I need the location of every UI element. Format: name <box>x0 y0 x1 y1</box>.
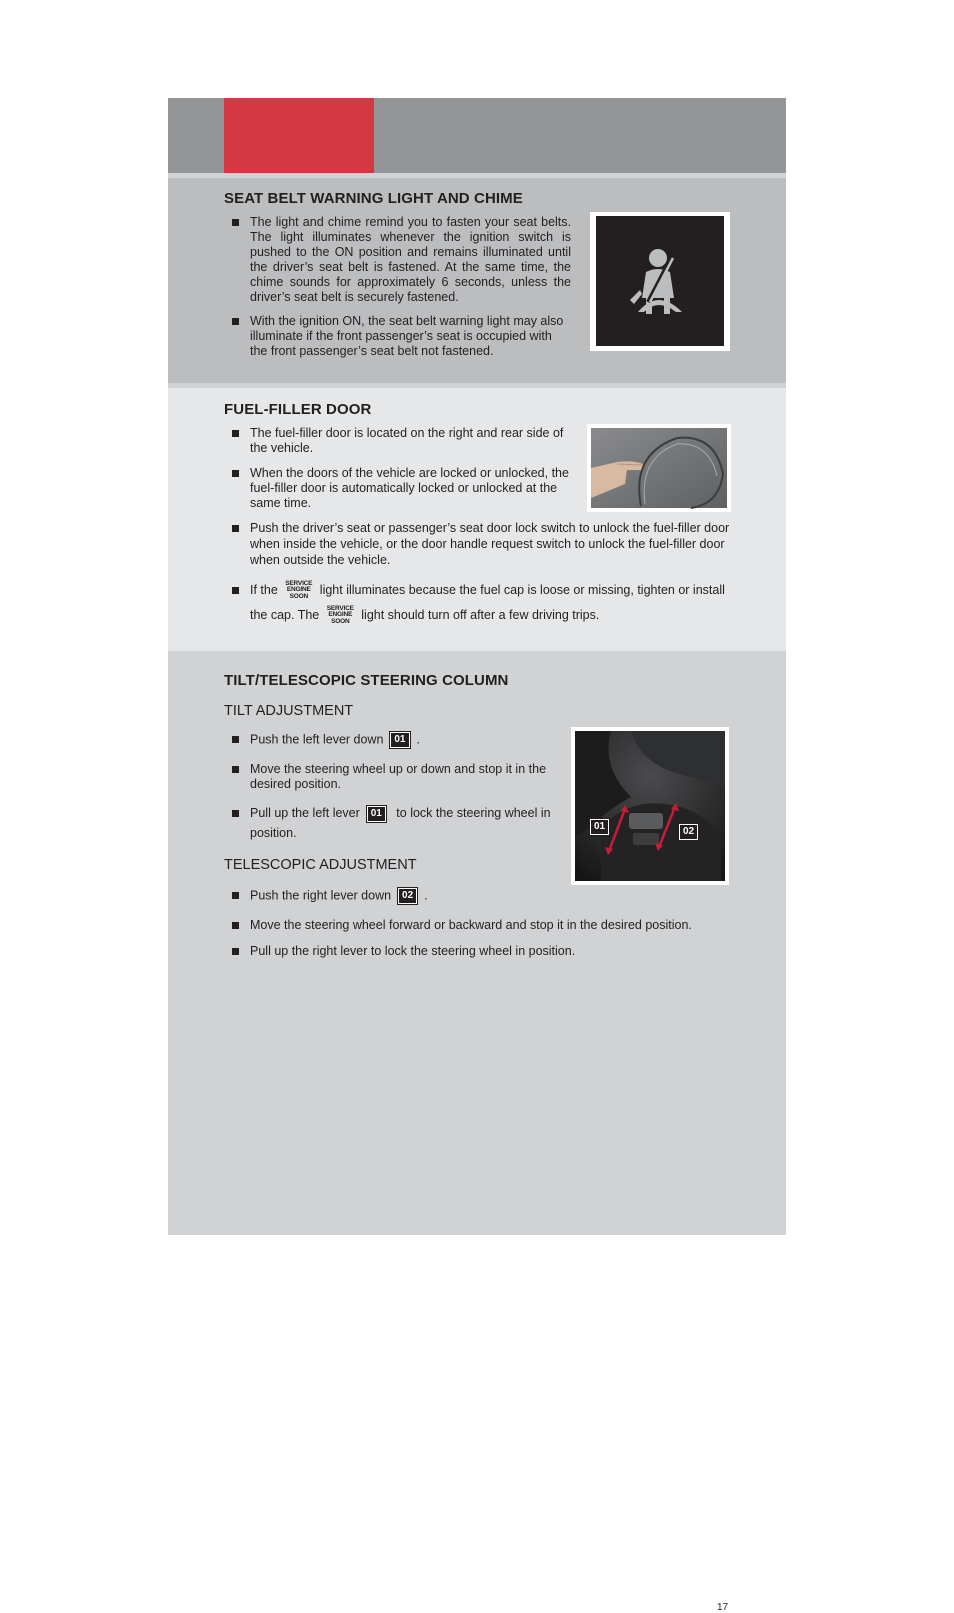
fuel-door-bullet-1: The fuel-filler door is located on the right and rear side of the vehicle. <box>232 426 572 458</box>
tilt-bullet-3: Pull up the left lever 01 to lock the steering wheel in position. <box>232 806 562 842</box>
lever-01-badge: 01 <box>390 732 409 748</box>
fuel-door-image <box>587 424 731 512</box>
lever-02-badge: 02 <box>398 888 417 904</box>
fuel-door-title: FUEL-FILLER DOOR <box>224 401 372 418</box>
fuel-door-bullet-ses: If the SERVICE ENGINE SOON light illuminates because the fuel cap is loose or missing, tighten or install the cap. The SERVICE ENGINE SOON light should turn off after a few driving trips. <box>232 578 732 626</box>
steering-lever-image <box>571 727 729 885</box>
service-engine-soon-icon: SERVICE ENGINE SOON <box>326 604 354 625</box>
seat-belt-bullet-2: With the ignition ON, the seat belt warning light may also illuminate if the front passenger’s seat is occupied with the front passenger’s seat belt not fastened. <box>232 314 572 362</box>
steering-section <box>168 658 786 1613</box>
tilt-bullet-2: Move the steering wheel up or down and stop it in the desired position. <box>232 762 562 794</box>
fuel-door-bullet-3: Push the driver’s seat or passenger’s seat door lock switch to unlock the fuel-filler door when inside the vehicle, or the door handle request switch to unlock the fuel-filler door when outside the vehicle. <box>232 520 732 568</box>
telescopic-heading: TELESCOPIC ADJUSTMENT <box>224 857 417 873</box>
seat-belt-light-image <box>590 212 730 351</box>
steering-title: TILT/TELESCOPIC STEERING COLUMN <box>224 672 509 689</box>
lever-01-label: 01 <box>590 819 609 835</box>
seat-belt-bullet-1: The light and chime remind you to fasten your seat belts. The light illuminates whenever the ignition switch is pushed to the ON position and remains illuminated until the driver’s seat belt is fastened. At the same time, the chime sounds for approximately 6 seconds, unless the driver’s seat belt is securely fastened. <box>232 215 572 305</box>
seat-belt-section <box>168 178 786 383</box>
seat-belt-warning-icon <box>590 212 730 351</box>
seat-belt-title: SEAT BELT WARNING LIGHT AND CHIME <box>224 190 523 207</box>
lever-02-label: 02 <box>679 824 698 840</box>
lever-01-badge: 01 <box>367 806 386 822</box>
telescopic-bullet-1: Push the right lever down 02 . <box>232 888 562 908</box>
telescopic-bullet-3: Pull up the right lever to lock the steering wheel in position. <box>232 944 732 962</box>
page-number: 17 <box>717 1602 729 1613</box>
fuel-door-section <box>168 388 786 651</box>
tilt-heading: TILT ADJUSTMENT <box>224 703 354 719</box>
tilt-bullet-1: Push the left lever down 01 . <box>232 732 562 752</box>
service-engine-soon-icon: SERVICE ENGINE SOON <box>285 579 313 600</box>
header-accent-block <box>224 98 374 173</box>
manual-page <box>168 98 786 1613</box>
fuel-door-bullet-2: When the doors of the vehicle are locked or unlocked, the fuel-filler door is automatically locked or unlocked at the same time. <box>232 466 572 512</box>
telescopic-bullet-2: Move the steering wheel forward or backward and stop it in the desired position. <box>232 918 732 936</box>
